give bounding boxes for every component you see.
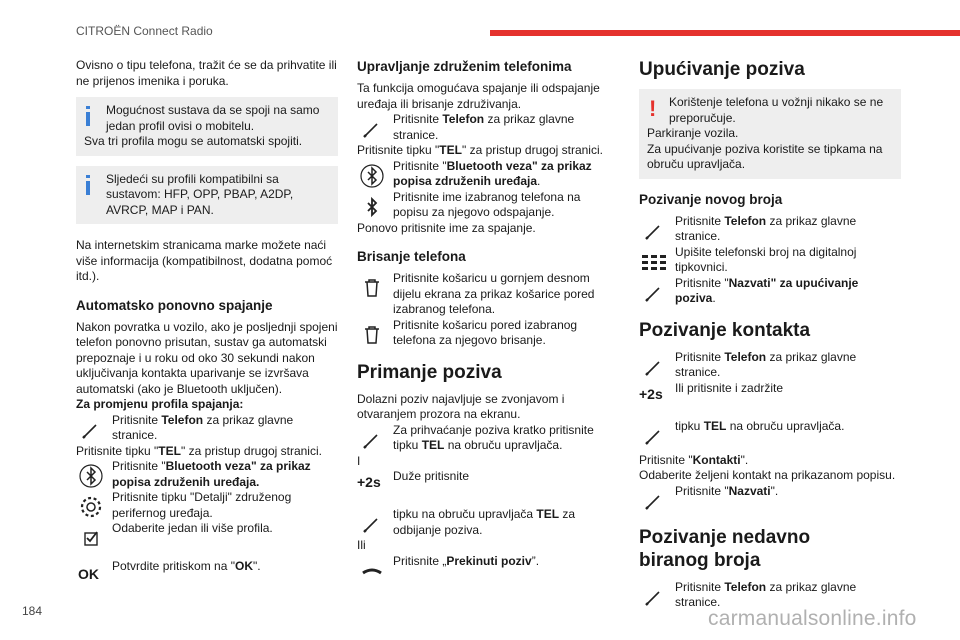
step: Pritisnite Telefon za prikaz glavne stranice. bbox=[357, 112, 619, 143]
step: +2s Ili pritisnite i zadržite bbox=[639, 381, 901, 411]
section-heading: Pozivanje novog broja bbox=[639, 191, 783, 207]
ok-label: OK bbox=[78, 566, 99, 582]
paragraph: Ponovo pritisnite ime za spajanje. bbox=[357, 220, 536, 235]
pencil-touch-icon bbox=[641, 280, 667, 306]
paragraph: Ili bbox=[357, 538, 366, 552]
step: Pritisnite ime izabranog telefona na popisu za njegovo odspajanje. bbox=[357, 190, 619, 221]
pencil-touch-icon bbox=[641, 354, 667, 380]
hang-up-icon bbox=[359, 558, 385, 584]
paragraph: Pritisnite tipku "TEL" za pristup drugoj stranici. bbox=[76, 443, 322, 458]
note-text: Sva tri profila mogu se automatski spojiti. bbox=[84, 134, 303, 148]
step: Pritisnite tipku "Detalji" združenog perifernog uređaja. bbox=[76, 490, 338, 521]
hold-2s-label: +2s bbox=[639, 385, 663, 402]
paragraph: Pritisnite tipku "TEL" za pristup drugoj stranici. bbox=[357, 143, 603, 157]
paragraph: Dolazni poziv najavljuje se zvonjavom i otvaranjem prozora na ekranu. bbox=[357, 391, 565, 421]
section-heading: Automatsko ponovno spajanje bbox=[76, 297, 273, 313]
note-text: Mogućnost sustava da se spoji na samo jedan profil ovisi o mobitelu. bbox=[106, 103, 320, 133]
column-1 bbox=[76, 58, 338, 589]
info-icon bbox=[86, 106, 90, 126]
section-heading: Brisanje telefona bbox=[357, 249, 466, 264]
keypad-icon bbox=[641, 249, 667, 275]
column-3 bbox=[639, 58, 901, 611]
hold-2s-label: +2s bbox=[357, 474, 381, 490]
info-icon bbox=[86, 175, 90, 195]
step: Pritisnite Telefon za prikaz glavne stranice. bbox=[639, 580, 901, 611]
step: Pritisnite "Nazvati" za upućivanje poziva. bbox=[639, 276, 901, 307]
pencil-touch-icon bbox=[359, 116, 385, 142]
pencil-touch-icon bbox=[641, 584, 667, 610]
pencil-touch-icon bbox=[359, 511, 385, 537]
step: tipku na obruču upravljača TEL za odbijanje poziva. bbox=[357, 507, 619, 538]
step: Pritisnite "Bluetooth veza" za prikaz popisa združenih uređaja. bbox=[357, 159, 619, 190]
settings-gear-icon bbox=[78, 494, 104, 520]
bold-line: Za promjenu profila spajanja: bbox=[76, 397, 244, 411]
bluetooth-icon bbox=[359, 194, 385, 220]
section-heading: Upravljanje združenim telefonima bbox=[357, 59, 572, 74]
warning-icon: ! bbox=[649, 96, 657, 121]
step: tipku TEL na obruču upravljača. bbox=[639, 419, 901, 449]
note-text: Parkiranje vozila. bbox=[647, 126, 739, 140]
step: Pritisnite Telefon za prikaz glavne stranice. bbox=[639, 350, 901, 381]
pencil-touch-icon bbox=[641, 488, 667, 514]
header-accent-bar bbox=[490, 30, 960, 36]
pencil-touch-icon bbox=[359, 427, 385, 453]
note-text: Korištenje telefona u vožnji nikako se ne preporučuje. bbox=[669, 95, 884, 125]
step: Pritisnite košaricu pored izabranog telefona za njegovo brisanje. bbox=[357, 318, 619, 349]
bluetooth-icon bbox=[359, 163, 385, 189]
step: Pritisnite Telefon za prikaz glavne stranice. bbox=[639, 214, 901, 245]
step: Pritisnite „Prekinuti poziv”. bbox=[357, 554, 619, 584]
step: Pritisnite košaricu u gornjem desnom dijelu ekrana za prikaz košarice pored izabranog telefona. bbox=[357, 271, 619, 318]
checkbox-icon bbox=[78, 525, 104, 551]
intro-paragraph: Ovisno o tipu telefona, tražit će se da prihvatite ili ne prijenos imenika i poruka. bbox=[76, 58, 337, 88]
step: Pritisnite Telefon za prikaz glavne stranice. bbox=[76, 413, 338, 444]
paragraph: Na internetskim stranicama marke možete naći više informacija (kompatibilnost, dodatna pomoć itd.). bbox=[76, 238, 333, 283]
bluetooth-icon bbox=[78, 463, 104, 489]
pencil-touch-icon bbox=[78, 417, 104, 443]
paragraph: Pritisnite "Kontakti". bbox=[639, 452, 749, 467]
section-title: Upućivanje poziva bbox=[639, 59, 805, 80]
step: Upišite telefonski broj na digitalnoj tipkovnici. bbox=[639, 245, 901, 276]
trash-icon bbox=[359, 275, 385, 301]
info-note bbox=[76, 166, 338, 225]
section-title: Pozivanje kontakta bbox=[639, 319, 811, 341]
note-text: Sljedeći su profili kompatibilni sa sustavom: HFP, OPP, PBAP, A2DP, AVRCP, MAP i PAN. bbox=[106, 171, 294, 217]
note-text: Za upućivanje poziva koristite se tipkama na obruču upravljača. bbox=[647, 141, 883, 171]
section-title: Primanje poziva bbox=[357, 361, 502, 383]
pencil-touch-icon bbox=[641, 423, 667, 449]
section-title: Pozivanje nedavno biranog broja bbox=[639, 526, 811, 571]
paragraph: Nakon povratka u vozilo, ako je posljednji spojeni telefon ponovno prisutan, sustav ga automatski prepoznaje i u roku od oko 30 sekundi nakon uključivanja kontakta uparivanje se izvršava automatski (ako je Bluetooth uključen). bbox=[76, 319, 338, 396]
paragraph: Odaberite željeni kontakt na prikazanom popisu. bbox=[639, 468, 896, 482]
column-2 bbox=[357, 58, 619, 584]
trash-icon bbox=[359, 322, 385, 348]
page-number: 184 bbox=[22, 604, 43, 618]
paragraph: I bbox=[357, 453, 361, 468]
pencil-touch-icon bbox=[641, 218, 667, 244]
document-header: CITROËN Connect Radio bbox=[76, 24, 213, 38]
info-note bbox=[76, 97, 338, 156]
step: Pritisnite "Bluetooth veza" za prikaz popisa združenih uređaja. bbox=[76, 459, 338, 490]
step: Za prihvaćanje poziva kratko pritisnite tipku TEL na obruču upravljača. bbox=[357, 423, 619, 454]
step: Odaberite jedan ili više profila. bbox=[76, 521, 338, 551]
watermark: carmanualsonline.info bbox=[708, 607, 917, 630]
step: +2s Duže pritisnite bbox=[357, 469, 619, 499]
step: Pritisnite "Nazvati". bbox=[639, 484, 901, 514]
paragraph: Ta funkcija omogućava spajanje ili odspajanje uređaja ili brisanje združivanja. bbox=[357, 81, 600, 111]
warning-note bbox=[639, 89, 901, 179]
step: OK Potvrdite pritiskom na "OK". bbox=[76, 559, 338, 589]
